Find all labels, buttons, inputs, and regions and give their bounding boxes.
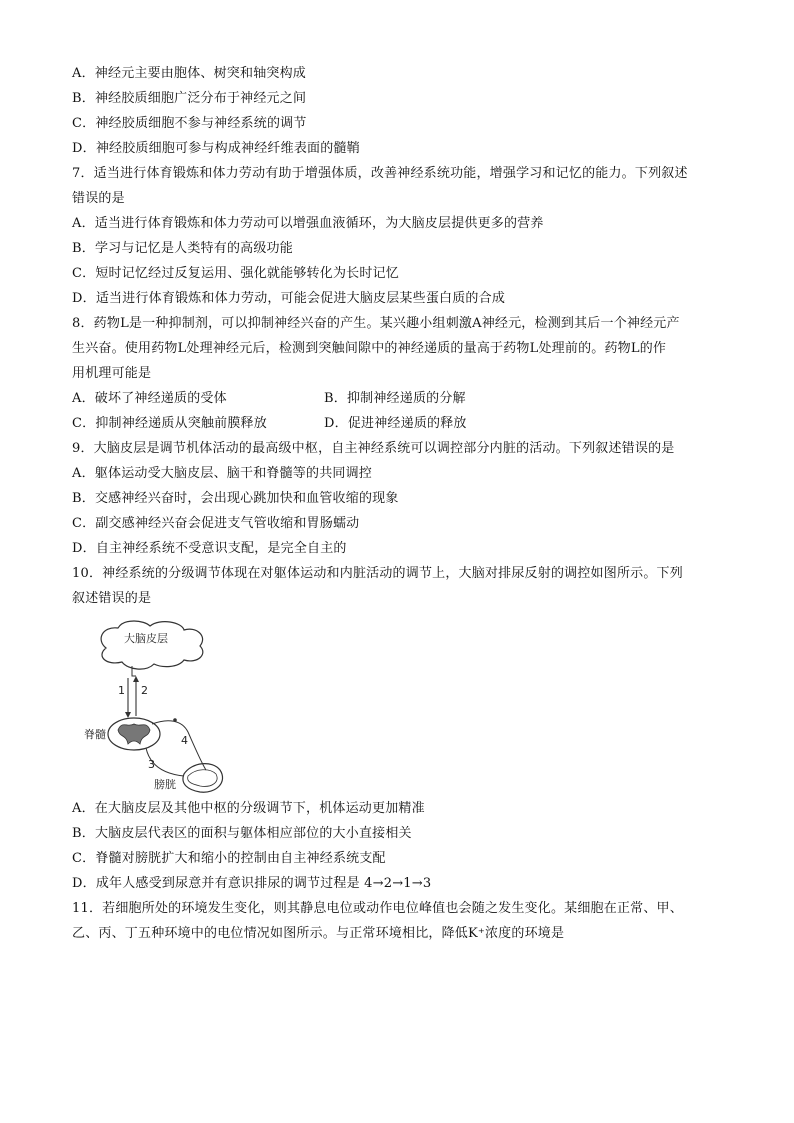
q10-stem-line2: 叙述错误的是 [72,591,152,606]
q9-option-b: B．交感神经兴奋时，会出现心跳加快和血管收缩的现象 [72,491,399,506]
q6-option-d: D．神经胶质细胞可参与构成神经纤维表面的髓鞘 [72,141,360,156]
path-2-label: 2 [141,684,148,697]
q7-option-c: C．短时记忆经过反复运用、强化就能够转化为长时记忆 [72,266,399,281]
urination-reflex-figure [84,620,238,795]
q10-option-c: C．脊髓对膀胱扩大和缩小的控制由自主神经系统支配 [72,851,386,866]
q7-option-d: D．适当进行体育锻炼和体力劳动，可能会促进大脑皮层某些蛋白质的合成 [72,291,506,306]
q6-option-b: B．神经胶质细胞广泛分布于神经元之间 [72,91,307,106]
path-1-label: 1 [118,684,125,697]
spinal-cord-label: 脊髓 [84,728,106,741]
q11-stem-line2: 乙、丙、丁五种环境中的电位情况如图所示。与正常环境相比，降低K⁺浓度的环境是 [72,926,565,941]
path-3-label: 3 [148,758,155,771]
q10-option-a: A．在大脑皮层及其他中枢的分级调节下，机体运动更加精准 [72,801,425,816]
spinal-gray-matter [118,724,150,744]
q6-option-a: A．神经元主要由胞体、树突和轴突构成 [72,66,306,81]
q8-option-c: C．抑制神经递质从突触前膜释放 [72,416,267,431]
q9-option-d: D．自主神经系统不受意识支配，是完全自主的 [72,541,347,556]
q6-option-c: C．神经胶质细胞不参与神经系统的调节 [72,116,307,131]
bladder-shape [183,764,223,793]
bladder-label: 膀胱 [154,778,176,791]
q10-option-d: D．成年人感受到尿意并有意识排尿的调节过程是 4→2→1→3 [72,876,432,891]
urination-reflex-diagram [84,620,238,795]
q8-option-d: D．促进神经递质的释放 [324,416,467,431]
q7-option-b: B．学习与记忆是人类特有的高级功能 [72,241,293,256]
path-4-label: 4 [181,734,188,747]
cortex-label: 大脑皮层 [124,632,168,645]
q9-option-c: C．副交感神经兴奋会促进支气管收缩和胃肠蠕动 [72,516,360,531]
q7-option-a: A．适当进行体育锻炼和体力劳动可以增强血液循环，为大脑皮层提供更多的营养 [72,216,544,231]
q10-stem-line1: 10．神经系统的分级调节体现在对躯体运动和内脏活动的调节上，大脑对排尿反射的调控如图所示。下列 [72,566,683,581]
q9-option-a: A．躯体运动受大脑皮层、脑干和脊髓等的共同调控 [72,466,372,481]
q8-stem-line1: 8．药物L是一种抑制剂，可以抑制神经兴奋的产生。某兴趣小组刺激A神经元，检测到其后一个神经元产 [72,316,680,331]
q8-option-a: A．破坏了神经递质的受体 [72,391,227,406]
q8-options-row2 [72,416,467,432]
q8-stem-line2: 生兴奋。使用药物L处理神经元后，检测到突触间隙中的神经递质的量高于药物L处理前的。药物L的作 [72,341,667,356]
cerebral-cortex-shape [101,621,203,669]
q11-stem-line1: 11．若细胞所处的环境发生变化，则其静息电位或动作电位峰值也会随之发生变化。某细胞在正常、甲、 [72,901,683,916]
q8-stem-line3: 用机理可能是 [72,366,152,381]
q10-option-b: B．大脑皮层代表区的面积与躯体相应部位的大小直接相关 [72,826,412,841]
q7-stem-line1: 7．适当进行体育锻炼和体力劳动有助于增强体质，改善神经系统功能，增强学习和记忆的能力。下列叙述 [72,166,688,181]
q7-stem-line2: 错误的是 [72,191,125,206]
q8-options-row1 [72,391,466,407]
q9-stem: 9．大脑皮层是调节机体活动的最高级中枢，自主神经系统可以调控部分内脏的活动。下列叙述错误的是 [72,441,675,456]
q8-option-b: B．抑制神经递质的分解 [324,391,466,406]
